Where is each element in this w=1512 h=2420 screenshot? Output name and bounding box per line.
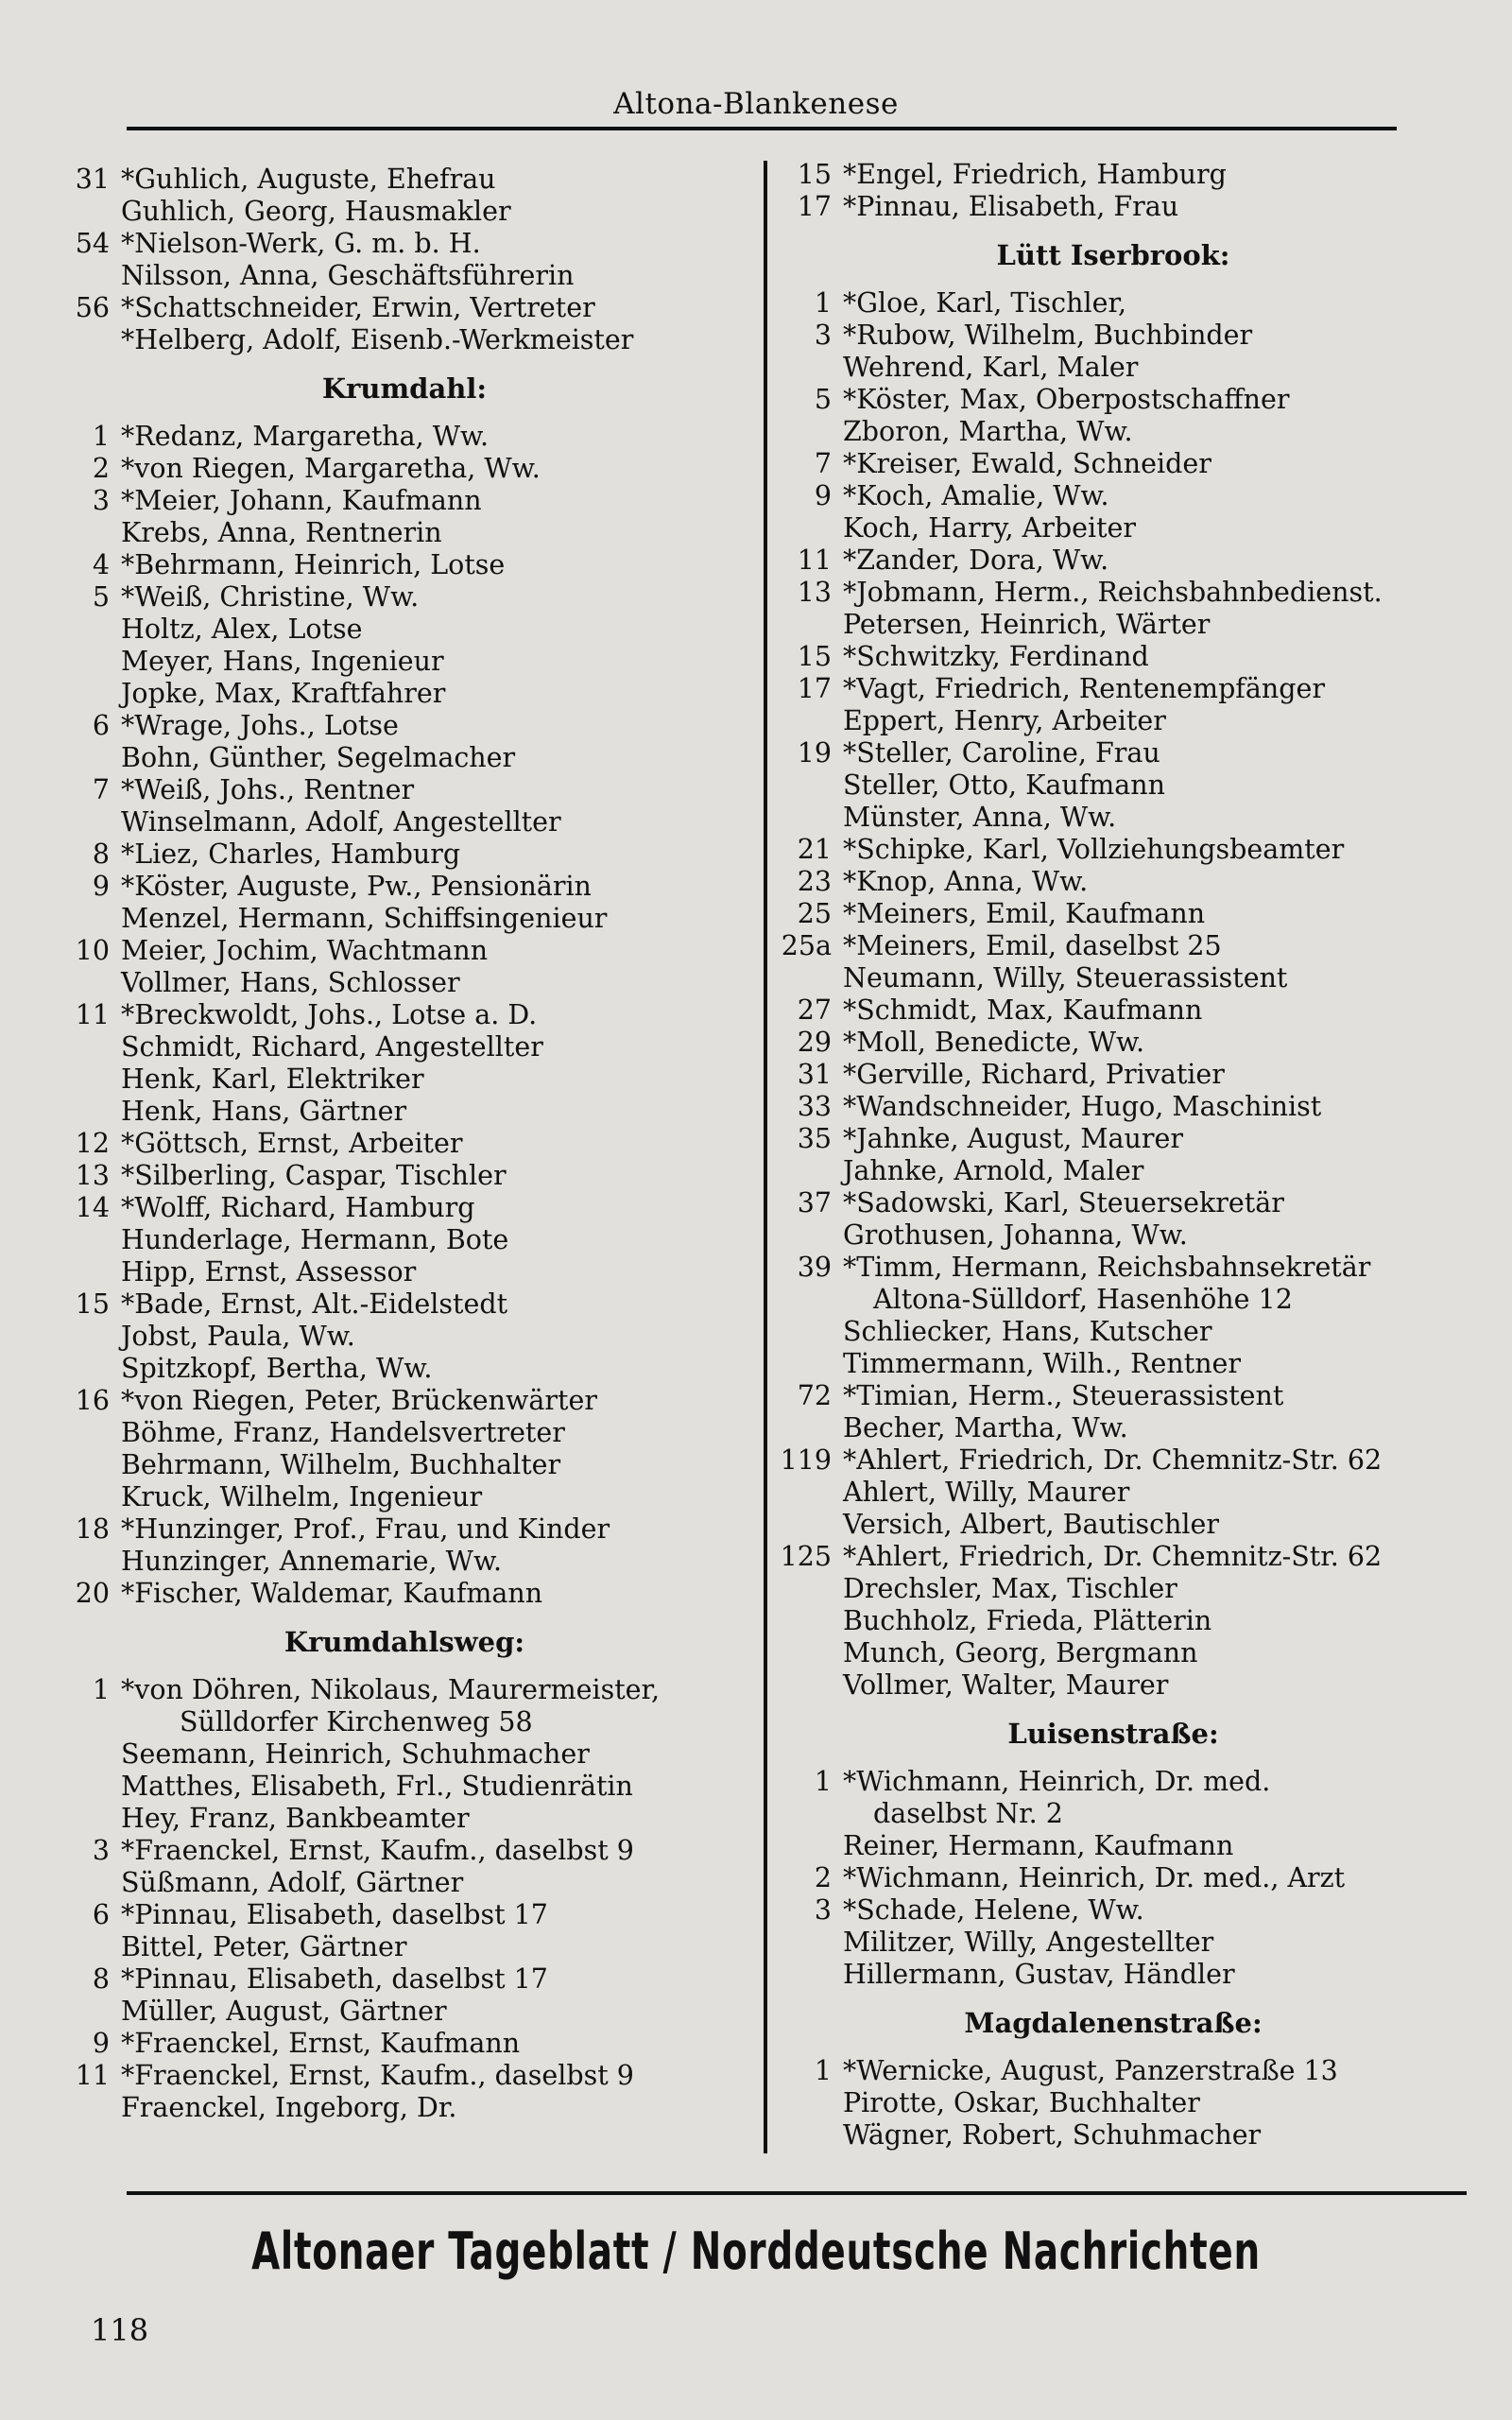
directory-entry [764, 609, 1463, 641]
resident-text: *Göttsch, Ernst, Arbeiter [121, 1128, 463, 1159]
directory-entry [66, 164, 743, 196]
house-number: 9 [92, 2028, 110, 2059]
house-number: 39 [797, 1252, 832, 1283]
resident-text: Steller, Otto, Kaufmann [843, 769, 1166, 801]
resident-text: Fraenckel, Ingeborg, Dr. [121, 2092, 457, 2123]
resident-text: *Zander, Dora, Ww. [843, 544, 1109, 576]
directory-entry [66, 1385, 743, 1417]
house-number: 72 [797, 1380, 832, 1411]
directory-entry [66, 1096, 743, 1128]
house-number: 25 [797, 898, 832, 929]
directory-entry [66, 1224, 743, 1256]
directory-entry [764, 1091, 1463, 1123]
directory-entry [66, 1996, 743, 2028]
directory-entry [764, 1123, 1463, 1155]
house-number: 9 [92, 871, 110, 902]
resident-text: Seemann, Heinrich, Schuhmacher [121, 1738, 590, 1770]
resident-text: Vollmer, Hans, Schlosser [121, 967, 460, 998]
directory-entry [66, 517, 743, 549]
directory-entry [764, 448, 1463, 480]
resident-text: *Wichmann, Heinrich, Dr. med., Arzt [843, 1862, 1346, 1893]
page-header: Altona-Blankenese [613, 87, 899, 121]
house-number: 25a [781, 930, 832, 961]
resident-text: *Engel, Friedrich, Hamburg [843, 159, 1227, 190]
newspaper-title: Altonaer Tageblatt / Norddeutsche Nachrichten [251, 2221, 1261, 2281]
directory-entry [764, 1155, 1463, 1187]
directory-entry [764, 1477, 1463, 1509]
resident-text: Meyer, Hans, Ingenieur [121, 646, 444, 677]
directory-entry [66, 1706, 743, 1738]
resident-text: Buchholz, Frieda, Plätterin [843, 1605, 1212, 1636]
resident-text: Pirotte, Oskar, Buchhalter [843, 2087, 1200, 2118]
house-number: 9 [814, 480, 832, 511]
directory-entry [66, 1738, 743, 1771]
resident-text: *Nielson-Werk, G. m. b. H. [121, 228, 481, 259]
resident-text: Holtz, Alex, Lotse [121, 614, 363, 645]
resident-text: Jahnke, Arnold, Maler [843, 1155, 1144, 1186]
directory-entry [764, 2087, 1463, 2119]
resident-text: *Fraenckel, Ernst, Kaufm., daselbst 9 [121, 1835, 634, 1866]
house-number: 1 [92, 421, 110, 452]
directory-entry [764, 577, 1463, 609]
house-number: 56 [75, 292, 110, 323]
directory-entry [764, 1412, 1463, 1444]
directory-entry [66, 453, 743, 485]
directory-entry [764, 1284, 1463, 1316]
resident-text: Menzel, Hermann, Schiffsingenieur [121, 903, 608, 934]
directory-entry [764, 1444, 1463, 1477]
house-number: 5 [814, 384, 832, 415]
resident-text: *Fischer, Waldemar, Kaufmann [121, 1578, 543, 1609]
resident-text: Munch, Georg, Bergmann [843, 1637, 1198, 1668]
resident-text: Krebs, Anna, Rentnerin [121, 517, 442, 548]
directory-entry [764, 673, 1463, 705]
resident-text: *Fraenckel, Ernst, Kaufmann [121, 2028, 521, 2059]
directory-entry [764, 480, 1463, 512]
directory-entry [66, 806, 743, 838]
house-number: 37 [797, 1187, 832, 1219]
resident-text: *Breckwoldt, Johs., Lotse a. D. [121, 999, 538, 1030]
house-number: 13 [797, 577, 832, 608]
resident-text: Petersen, Heinrich, Wärter [843, 609, 1211, 640]
house-number: 2 [92, 453, 110, 484]
directory-entry [764, 1348, 1463, 1380]
directory-entry [764, 1766, 1463, 1798]
directory-entry [66, 903, 743, 935]
house-number: 11 [797, 544, 832, 576]
resident-text: Hey, Franz, Bankbeamter [121, 1803, 470, 1834]
resident-text: *Wolff, Richard, Hamburg [121, 1192, 475, 1223]
resident-text: *Gerville, Richard, Privatier [843, 1059, 1225, 1090]
resident-text: *Timian, Herm., Steuerassistent [843, 1380, 1284, 1411]
resident-text: *Helberg, Adolf, Eisenb.-Werkmeister [121, 324, 634, 355]
directory-entry [66, 935, 743, 967]
house-number: 21 [797, 834, 832, 865]
house-number: 3 [814, 1894, 832, 1926]
directory-entry [764, 1059, 1463, 1091]
resident-text: *Moll, Benedicte, Ww. [843, 1027, 1145, 1058]
resident-text: Meier, Jochim, Wachtmann [121, 935, 489, 966]
house-number: 19 [797, 737, 832, 769]
directory-entry [764, 1894, 1463, 1927]
directory-entry [66, 1288, 743, 1321]
resident-text: *Meiners, Emil, daselbst 25 [843, 930, 1222, 961]
resident-text: Sülldorfer Kirchenweg 58 [180, 1706, 533, 1737]
resident-text: *Weiß, Christine, Ww. [121, 581, 420, 613]
directory-entry [764, 1862, 1463, 1894]
resident-text: *Wandschneider, Hugo, Maschinist [843, 1091, 1322, 1122]
directory-entry [66, 1417, 743, 1449]
resident-text: *Schwitzky, Ferdinand [843, 641, 1149, 672]
house-number: 3 [92, 485, 110, 516]
resident-text: Münster, Anna, Ww. [843, 802, 1117, 833]
house-number: 1 [814, 1766, 832, 1797]
house-number: 31 [797, 1059, 832, 1090]
resident-text: Reiner, Hermann, Kaufmann [843, 1830, 1234, 1861]
directory-entry [764, 705, 1463, 737]
house-number: 1 [814, 2055, 832, 2086]
section-heading: Magdalenenstraße: [964, 2007, 1263, 2039]
resident-text: *Jahnke, August, Maurer [843, 1123, 1184, 1154]
resident-text: Hipp, Ernst, Assessor [121, 1256, 417, 1288]
directory-entry [66, 2092, 743, 2124]
directory-entry [764, 352, 1463, 384]
section-heading: Luisenstraße: [1007, 1718, 1219, 1750]
directory-entry [66, 1063, 743, 1096]
resident-text: daselbst Nr. 2 [873, 1798, 1063, 1829]
resident-text: *Knop, Anna, Ww. [843, 866, 1089, 897]
left-column [66, 164, 743, 2124]
house-number: 125 [780, 1541, 832, 1572]
resident-text: *von Riegen, Margaretha, Ww. [121, 453, 541, 484]
resident-text: Timmermann, Wilh., Rentner [843, 1348, 1242, 1379]
directory-entry [66, 1128, 743, 1160]
directory-entry [66, 967, 743, 999]
directory-entry [66, 1321, 743, 1353]
house-number: 17 [797, 191, 832, 222]
resident-text: Koch, Harry, Arbeiter [843, 512, 1137, 544]
resident-text: *Silberling, Caspar, Tischler [121, 1160, 507, 1191]
directory-entry [764, 769, 1463, 802]
house-number: 8 [92, 838, 110, 870]
house-number: 13 [75, 1160, 110, 1191]
house-number: 17 [797, 673, 832, 704]
directory-entry [764, 737, 1463, 769]
house-number: 1 [814, 287, 832, 319]
directory-entry [66, 678, 743, 710]
house-number: 14 [75, 1192, 110, 1223]
resident-text: Matthes, Elisabeth, Frl., Studienrätin [121, 1771, 633, 1802]
directory-entry [66, 710, 743, 742]
resident-text: Eppert, Henry, Arbeiter [843, 705, 1166, 736]
directory-entry [764, 994, 1463, 1027]
directory-entry [66, 549, 743, 581]
resident-text: *Ahlert, Friedrich, Dr. Chemnitz-Str. 62 [843, 1444, 1383, 1476]
house-number: 119 [780, 1444, 832, 1476]
section-heading: Krumdahl: [321, 372, 488, 405]
directory-entry [764, 834, 1463, 866]
resident-text: Süßmann, Adolf, Gärtner [121, 1867, 464, 1898]
directory-entry [66, 1674, 743, 1706]
resident-text: *Schmidt, Max, Kaufmann [843, 994, 1203, 1026]
directory-entry [764, 320, 1463, 352]
house-number: 3 [92, 1835, 110, 1866]
footer-rule [127, 2191, 1467, 2195]
resident-text: *Fraenckel, Ernst, Kaufm., daselbst 9 [121, 2060, 634, 2091]
directory-entry [66, 228, 743, 260]
resident-text: *von Riegen, Peter, Brückenwärter [121, 1385, 597, 1416]
house-number: 31 [75, 164, 110, 195]
resident-text: Wehrend, Karl, Maler [843, 352, 1139, 383]
resident-text: Schliecker, Hans, Kutscher [843, 1316, 1212, 1347]
directory-entry [764, 384, 1463, 416]
directory-entry [764, 416, 1463, 448]
resident-text: *Schipke, Karl, Vollziehungsbeamter [843, 834, 1345, 865]
resident-text: *Liez, Charles, Hamburg [121, 838, 461, 870]
resident-text: *Koch, Amalie, Ww. [843, 480, 1109, 511]
house-number: 10 [75, 935, 110, 966]
resident-text: *Pinnau, Elisabeth, daselbst 17 [121, 1899, 548, 1930]
resident-text: Grothusen, Johanna, Ww. [843, 1219, 1188, 1251]
directory-entry [764, 1830, 1463, 1862]
directory-entry [764, 866, 1463, 898]
resident-text: Kruck, Wilhelm, Ingenieur [121, 1481, 483, 1512]
directory-entry [66, 1899, 743, 1931]
house-number: 7 [814, 448, 832, 479]
house-number: 33 [797, 1091, 832, 1122]
resident-text: Henk, Hans, Gärtner [121, 1096, 407, 1127]
house-number: 8 [92, 1963, 110, 1995]
directory-entry [66, 2060, 743, 2092]
house-number: 7 [92, 774, 110, 805]
directory-entry [66, 1160, 743, 1192]
directory-entry [764, 159, 1463, 191]
page-number: 118 [91, 2312, 149, 2348]
resident-text: *Hunzinger, Prof., Frau, und Kinder [121, 1513, 610, 1545]
resident-text: *Steller, Caroline, Frau [843, 737, 1160, 769]
resident-text: Müller, August, Gärtner [121, 1996, 447, 2027]
house-number: 29 [797, 1027, 832, 1058]
directory-entry [66, 742, 743, 774]
directory-entry [66, 324, 743, 356]
directory-entry [764, 1380, 1463, 1412]
resident-text: *Pinnau, Elisabeth, Frau [843, 191, 1179, 222]
resident-text: Wägner, Robert, Schuhmacher [843, 2119, 1262, 2151]
directory-entry [66, 1578, 743, 1610]
house-number: 11 [75, 2060, 110, 2091]
resident-text: *Pinnau, Elisabeth, daselbst 17 [121, 1963, 548, 1995]
directory-entry [764, 1959, 1463, 1991]
directory-entry [764, 2119, 1463, 2152]
house-number: 6 [92, 1899, 110, 1930]
resident-text: Becher, Martha, Ww. [843, 1412, 1128, 1443]
house-number: 35 [797, 1123, 832, 1154]
resident-text: *Sadowski, Karl, Steuersekretär [843, 1187, 1284, 1219]
directory-entry [764, 1187, 1463, 1219]
directory-entry [764, 898, 1463, 930]
directory-entry [764, 1605, 1463, 1637]
house-number: 1 [92, 1674, 110, 1705]
directory-entry [764, 1927, 1463, 1959]
resident-text: *Vagt, Friedrich, Rentenempfänger [843, 673, 1325, 704]
resident-text: *Jobmann, Herm., Reichsbahnbedienst. [843, 577, 1383, 608]
directory-entry [66, 1963, 743, 1996]
resident-text: Jobst, Paula, Ww. [121, 1321, 355, 1352]
directory-entry [66, 1931, 743, 1963]
house-number: 54 [75, 228, 110, 259]
resident-text: *Wrage, Johs., Lotse [121, 710, 399, 741]
directory-entry [66, 1803, 743, 1835]
directory-entry [66, 871, 743, 903]
resident-text: *Kreiser, Ewald, Schneider [843, 448, 1211, 479]
house-number: 3 [814, 320, 832, 351]
resident-text: Ahlert, Willy, Maurer [843, 1477, 1130, 1508]
directory-entry [66, 1513, 743, 1546]
resident-text: Hunderlage, Hermann, Bote [121, 1224, 509, 1255]
directory-entry [66, 196, 743, 228]
resident-text: *Bade, Ernst, Alt.-Eidelstedt [121, 1288, 508, 1320]
house-number: 18 [75, 1513, 110, 1545]
directory-entry [66, 292, 743, 324]
directory-entry [764, 1027, 1463, 1059]
resident-text: Versich, Albert, Bautischler [843, 1509, 1220, 1540]
resident-text: *Wichmann, Heinrich, Dr. med. [843, 1766, 1271, 1797]
directory-entry [764, 1541, 1463, 1573]
resident-text: Behrmann, Wilhelm, Buchhalter [121, 1449, 561, 1480]
resident-text: Schmidt, Richard, Angestellter [121, 1031, 543, 1063]
house-number: 16 [75, 1385, 110, 1416]
directory-entry [66, 1771, 743, 1803]
resident-text: Altona-Sülldorf, Hasenhöhe 12 [873, 1284, 1293, 1315]
directory-entry [66, 614, 743, 646]
directory-entry [66, 1192, 743, 1224]
directory-entry [66, 421, 743, 453]
directory-entry [764, 191, 1463, 223]
resident-text: *Meier, Johann, Kaufmann [121, 485, 482, 516]
directory-entry [66, 1256, 743, 1288]
resident-text: *Redanz, Margaretha, Ww. [121, 421, 490, 452]
directory-entry [764, 802, 1463, 834]
directory-entry [66, 1353, 743, 1385]
resident-text: Zboron, Martha, Ww. [843, 416, 1133, 447]
house-number: 15 [797, 641, 832, 672]
resident-text: Winselmann, Adolf, Angestellter [121, 806, 561, 838]
directory-entry [764, 1252, 1463, 1284]
directory-entry [66, 581, 743, 614]
resident-text: Drechsler, Max, Tischler [843, 1573, 1177, 1604]
house-number: 4 [92, 549, 110, 580]
directory-entry [764, 2055, 1463, 2087]
resident-text: Militzer, Willy, Angestellter [843, 1927, 1214, 1958]
resident-text: *Gloe, Karl, Tischler, [843, 287, 1127, 319]
resident-text: Böhme, Franz, Handelsvertreter [121, 1417, 565, 1448]
resident-text: Jopke, Max, Kraftfahrer [121, 678, 446, 709]
directory-entry [764, 1509, 1463, 1541]
resident-text: *Guhlich, Auguste, Ehefrau [121, 164, 496, 195]
resident-text: *Köster, Max, Oberpostschaffner [843, 384, 1290, 415]
resident-text: Hillermann, Gustav, Händler [843, 1959, 1235, 1990]
right-column [764, 159, 1463, 2152]
directory-entry [764, 512, 1463, 544]
house-number: 6 [92, 710, 110, 741]
directory-entry [764, 641, 1463, 673]
directory-entry [66, 1449, 743, 1481]
resident-text: *Wernicke, August, Panzerstraße 13 [843, 2055, 1338, 2086]
resident-text: Neumann, Willy, Steuerassistent [843, 962, 1288, 994]
house-number: 27 [797, 994, 832, 1026]
directory-entry [66, 646, 743, 678]
resident-text: Guhlich, Georg, Hausmakler [121, 196, 511, 227]
directory-entry [66, 1546, 743, 1578]
directory-entry [764, 1669, 1463, 1702]
directory-entry [66, 1031, 743, 1063]
directory-entry [764, 1798, 1463, 1830]
house-number: 2 [814, 1862, 832, 1893]
directory-entry [764, 1219, 1463, 1252]
resident-text: Hunzinger, Annemarie, Ww. [121, 1546, 503, 1577]
resident-text: Spitzkopf, Bertha, Ww. [121, 1353, 433, 1384]
resident-text: *Schattschneider, Erwin, Vertreter [121, 292, 595, 323]
directory-entry [764, 1637, 1463, 1669]
directory-entry [66, 1481, 743, 1513]
resident-text: Nilsson, Anna, Geschäftsführerin [121, 260, 575, 291]
resident-text: *Schade, Helene, Ww. [843, 1894, 1144, 1926]
house-number: 11 [75, 999, 110, 1030]
directory-entry [764, 962, 1463, 994]
directory-entry [764, 1316, 1463, 1348]
directory-entry [66, 999, 743, 1031]
house-number: 15 [797, 159, 832, 190]
directory-entry [66, 2028, 743, 2060]
section-heading: Krumdahlsweg: [284, 1626, 525, 1658]
house-number: 23 [797, 866, 832, 897]
directory-entry [66, 838, 743, 871]
resident-text: *Rubow, Wilhelm, Buchbinder [843, 320, 1253, 351]
directory-entry [764, 544, 1463, 577]
resident-text: Henk, Karl, Elektriker [121, 1063, 424, 1095]
resident-text: *von Döhren, Nikolaus, Maurermeister, [121, 1674, 661, 1705]
resident-text: *Meiners, Emil, Kaufmann [843, 898, 1206, 929]
resident-text: *Timm, Hermann, Reichsbahnsekretär [843, 1252, 1371, 1283]
resident-text: *Köster, Auguste, Pw., Pensionärin [121, 871, 592, 902]
house-number: 15 [75, 1288, 110, 1320]
directory-entry [66, 774, 743, 806]
resident-text: *Ahlert, Friedrich, Dr. Chemnitz-Str. 62 [843, 1541, 1383, 1572]
resident-text: Bittel, Peter, Gärtner [121, 1931, 407, 1962]
house-number: 20 [75, 1578, 110, 1609]
directory-entry [66, 485, 743, 517]
resident-text: *Weiß, Johs., Rentner [121, 774, 415, 805]
resident-text: *Behrmann, Heinrich, Lotse [121, 549, 506, 580]
directory-entry [66, 1867, 743, 1899]
directory-entry [764, 287, 1463, 320]
section-heading: Lütt Iserbrook: [996, 239, 1230, 271]
house-number: 5 [92, 581, 110, 613]
resident-text: Bohn, Günther, Segelmacher [121, 742, 516, 773]
directory-entry [764, 930, 1463, 962]
directory-entry [66, 1835, 743, 1867]
directory-entry [66, 260, 743, 292]
house-number: 12 [75, 1128, 110, 1159]
directory-entry [764, 1573, 1463, 1605]
header-rule [127, 127, 1397, 130]
resident-text: Vollmer, Walter, Maurer [843, 1669, 1169, 1701]
